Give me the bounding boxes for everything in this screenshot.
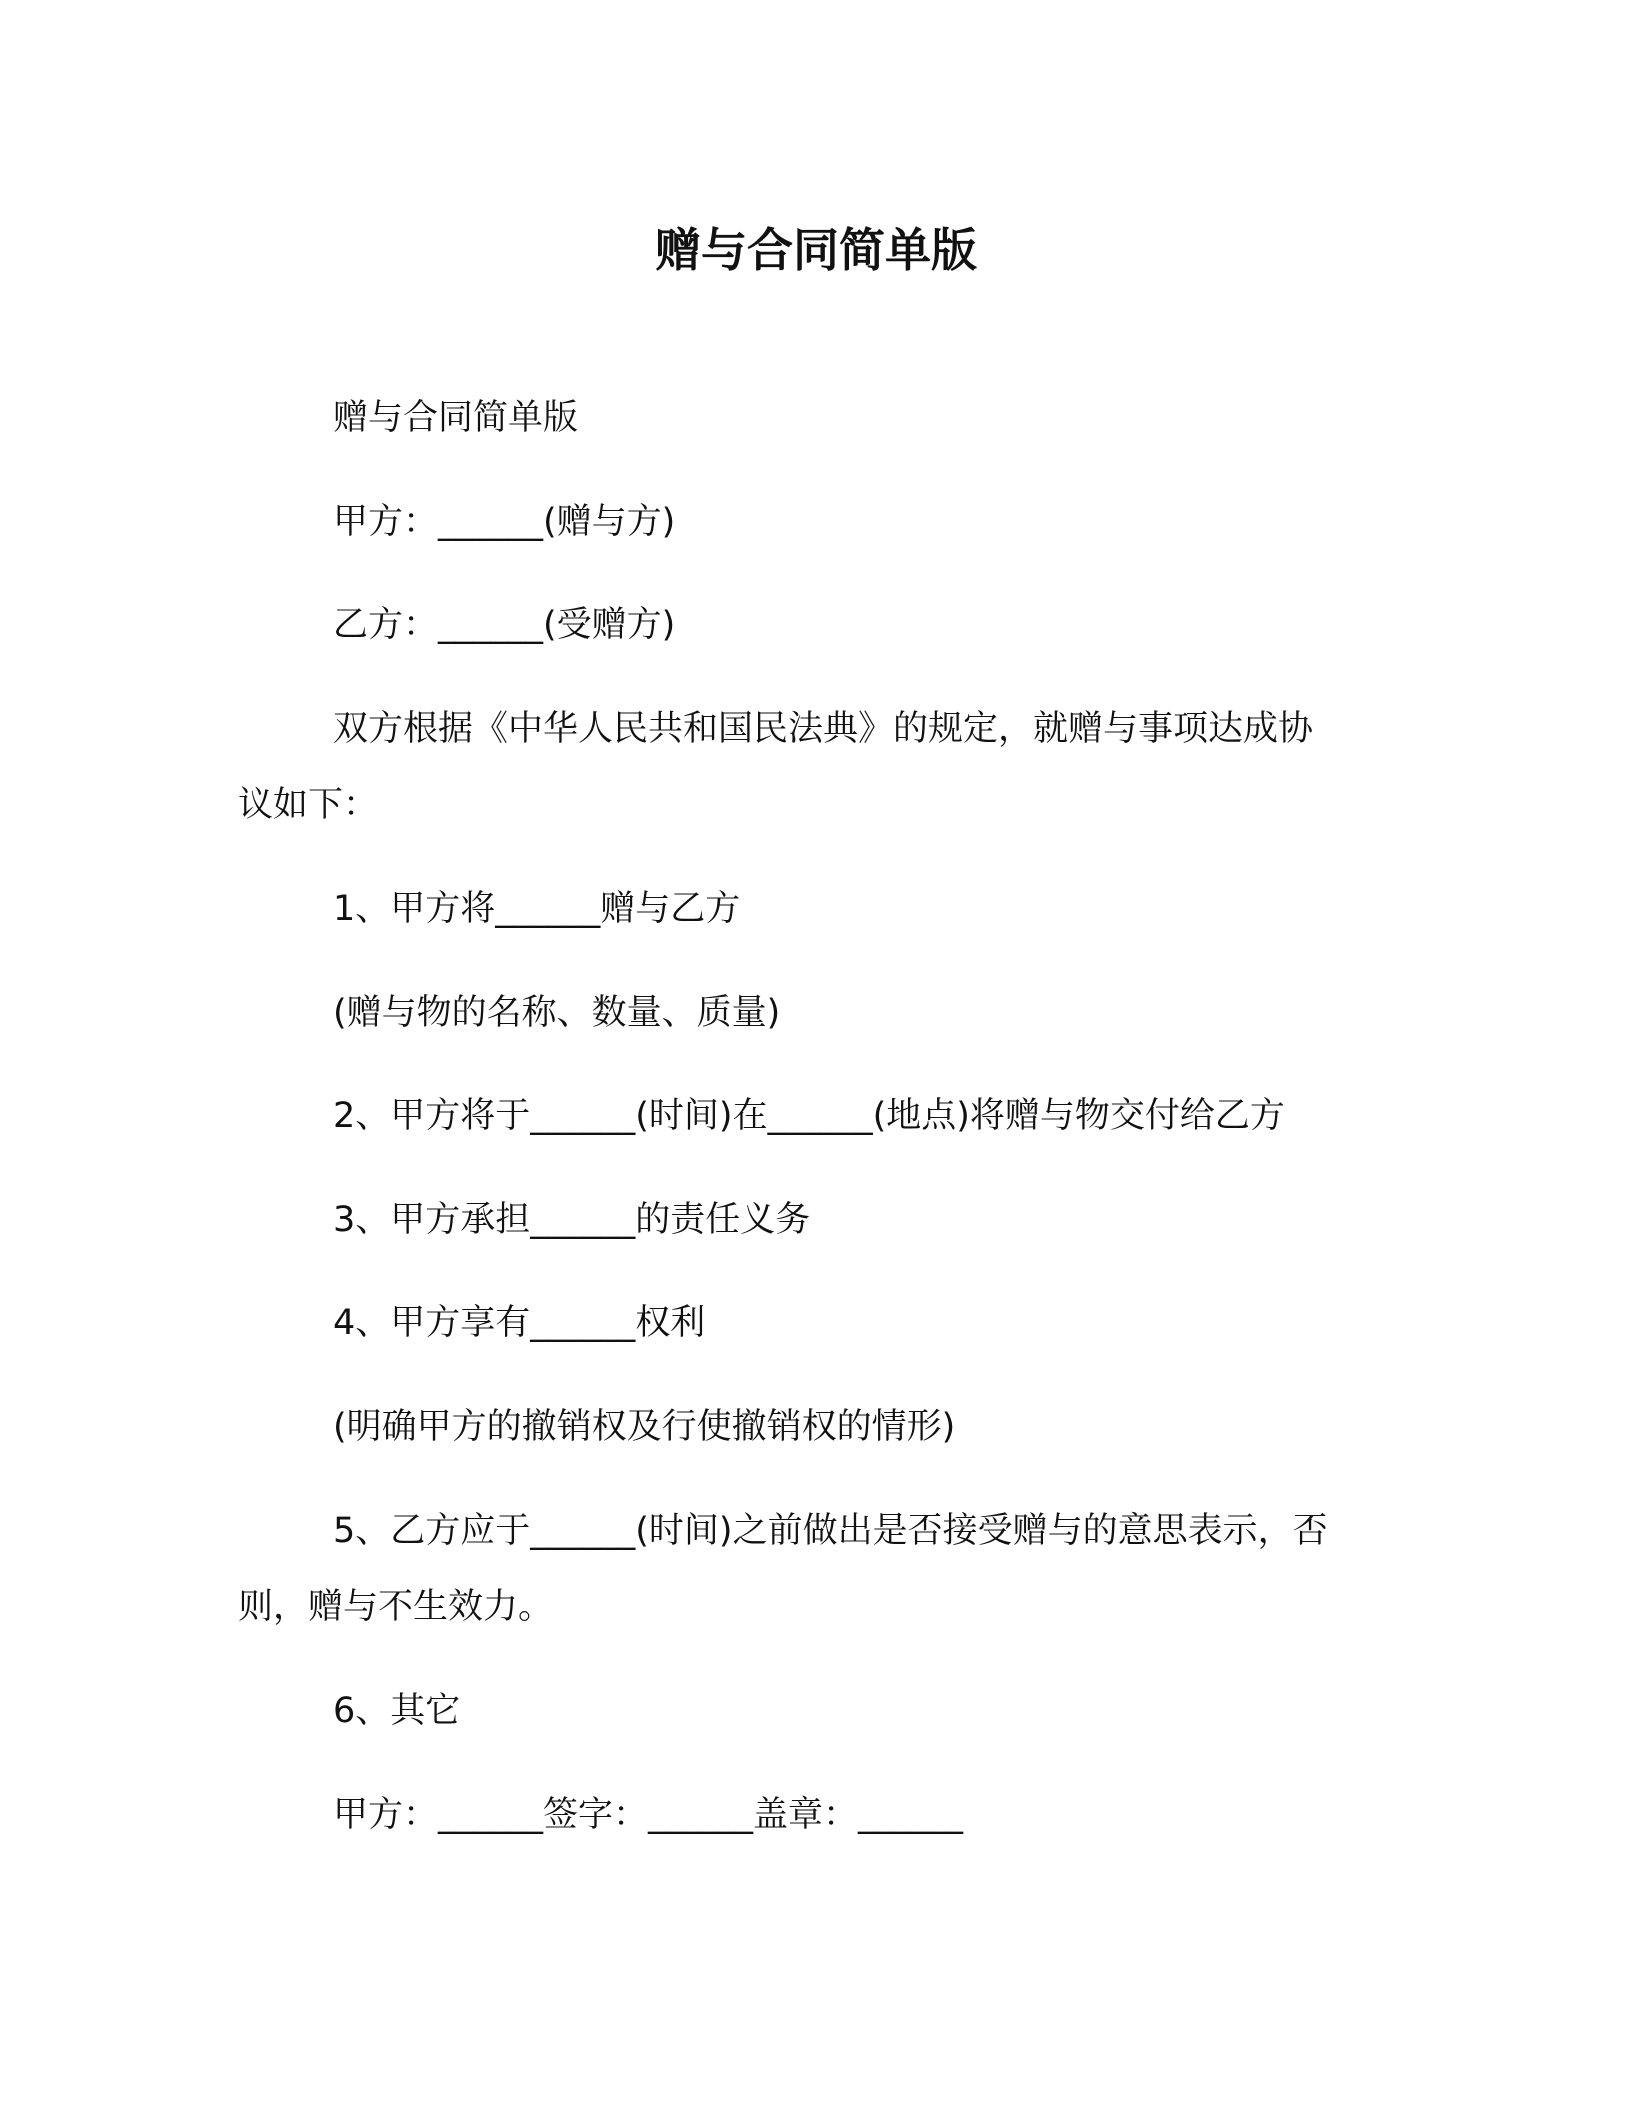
clause-1: 1、甲方将______赠与乙方 bbox=[333, 889, 741, 929]
clause-3: 3、甲方承担______的责任义务 bbox=[333, 1200, 811, 1240]
clause-5-line-2: 则，赠与不生效力。 bbox=[238, 1587, 554, 1627]
document-title: 赠与合同简单版 bbox=[655, 223, 977, 277]
clause-2: 2、甲方将于______(时间)在______(地点)将赠与物交付给乙方 bbox=[333, 1096, 1285, 1136]
clause-4-note: (明确甲方的撤销权及行使撤销权的情形) bbox=[333, 1407, 956, 1447]
signature-line: 甲方：______签字：______盖章：______ bbox=[333, 1795, 964, 1835]
party-b-line: 乙方：______(受赠方) bbox=[333, 605, 676, 645]
clause-1-note: (赠与物的名称、数量、质量) bbox=[333, 993, 781, 1033]
clause-4: 4、甲方享有______权利 bbox=[333, 1303, 706, 1343]
document-subtitle: 赠与合同简单版 bbox=[333, 398, 579, 438]
preamble-line-2: 议如下： bbox=[238, 785, 379, 825]
clause-5-line-1: 5、乙方应于______(时间)之前做出是否接受赠与的意思表示，否 bbox=[333, 1511, 1328, 1551]
clause-6: 6、其它 bbox=[333, 1691, 461, 1731]
preamble-line-1: 双方根据《中华人民共和国民法典》的规定，就赠与事项达成协 bbox=[333, 709, 1314, 749]
party-a-line: 甲方：______(赠与方) bbox=[333, 502, 676, 542]
